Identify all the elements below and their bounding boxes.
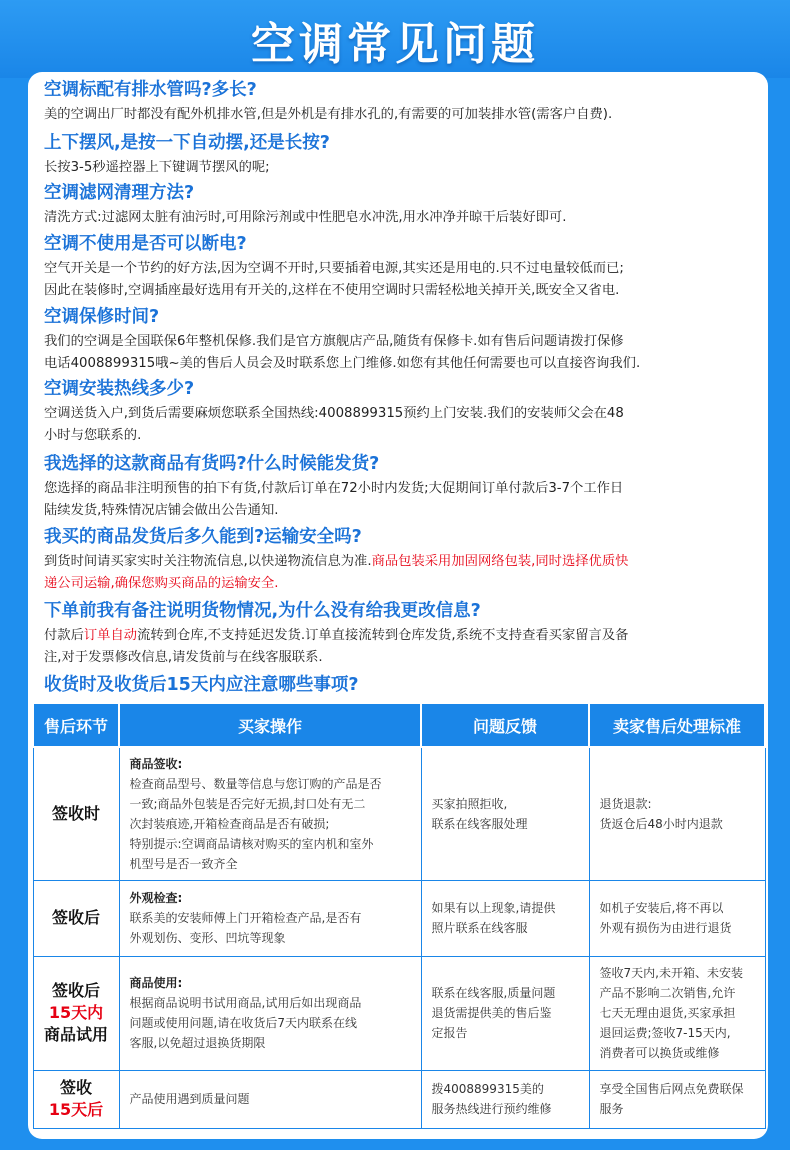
cell-line: 服务热线进行预约维修 (431, 1102, 552, 1116)
cell-line: 退货需提供美的售后鉴 (431, 1006, 552, 1020)
standard-cell (589, 880, 765, 956)
table-row (33, 1070, 765, 1128)
feedback-cell (421, 747, 589, 880)
table-row (33, 880, 765, 956)
cell-line: 联系在线客服处理 (431, 816, 528, 831)
header-banner (0, 0, 790, 78)
table-row (33, 956, 765, 1070)
faq-question: 空调保修时间? (44, 307, 160, 327)
cell-line: 如果有以上现象,请提供 (431, 901, 556, 915)
cell-line: 机型号是否一致齐全 (129, 856, 238, 871)
cell-line: 买家拍照拒收, (431, 796, 508, 811)
faq-item (44, 131, 756, 179)
faq-question: 上下摆风,是按一下自动摆,还是长按? (44, 133, 330, 153)
faq-question: 空调不使用是否可以断电? (44, 234, 247, 254)
header-feedback: 问题反馈 (421, 703, 589, 747)
faq-item (44, 377, 756, 447)
answer-line: 清洗方式:过滤网太脏有油污时,可用除污剂或中性肥皂水冲洗,用水冲净并晾干后装好即可. (44, 210, 567, 225)
stage-label: 签收 (59, 1078, 92, 1097)
faq-item (44, 232, 756, 302)
buyer-action-cell (119, 880, 421, 956)
answer-text: 流转到仓库,不支持延迟发货.订单直接流转到仓库发货,系统不支持查看买家留言及备 (137, 628, 629, 643)
faq-answer (44, 403, 756, 447)
header-stage: 售后环节 (33, 703, 119, 747)
buyer-action-cell (119, 747, 421, 880)
stage-cell (33, 956, 119, 1070)
cell-line: 消费者可以换货或维修 (599, 1046, 720, 1060)
faq-question: 空调标配有排水管吗?多长? (44, 80, 257, 100)
faq-question: 收货时及收货后15天内应注意哪些事项? (44, 675, 359, 695)
faq-answer (44, 207, 756, 229)
stage-highlight: 15天内 (48, 1003, 104, 1022)
faq-item (44, 599, 756, 669)
feedback-cell (421, 956, 589, 1070)
stage-cell: 签收后 (33, 880, 119, 956)
highlight-text: 递公司运输,确保您购买商品的运输安全. (44, 576, 279, 591)
standard-cell (589, 956, 765, 1070)
cell-line: 产品不影响二次销售,允许 (599, 986, 736, 1000)
faq-answer (44, 478, 756, 522)
faq-answer (44, 258, 756, 302)
standard-cell (589, 1070, 765, 1128)
stage-cell: 签收时 (33, 747, 119, 880)
answer-line (44, 625, 756, 647)
cell-line: 退回运费;签收7-15天内, (599, 1026, 731, 1040)
faq-question: 我买的商品发货后多久能到?运输安全吗? (44, 527, 362, 547)
cell-line: 享受全国售后网点免费联保 (599, 1082, 744, 1096)
answer-line (44, 551, 756, 573)
cell-line: 产品使用遇到质量问题 (129, 1092, 250, 1106)
faq-item (44, 673, 756, 697)
faq-item (44, 525, 756, 595)
faq-answer (44, 157, 756, 179)
answer-text: 付款后 (44, 628, 84, 643)
cell-line: 问题或使用问题,请在收货后7天内联系在线 (129, 1016, 357, 1030)
cell-line: 定报告 (431, 1026, 468, 1040)
faq-card (28, 72, 768, 1139)
highlight-text: 商品包装采用加固网络包装,同时选择优质快 (371, 554, 629, 569)
cell-line: 七天无理由退货,买家承担 (599, 1006, 736, 1020)
stage-label: 商品试用 (43, 1025, 108, 1044)
feedback-cell (421, 1070, 589, 1128)
faq-item (44, 78, 756, 126)
answer-line: 小时与您联系的. (44, 428, 142, 443)
stage-cell (33, 1070, 119, 1128)
buyer-action-cell (119, 956, 421, 1070)
page-title: 空调常见问题 (251, 19, 539, 70)
highlight-text: 订单自动 (83, 628, 138, 643)
faq-answer (44, 331, 756, 375)
answer-line: 注,对于发票修改信息,请发货前与在线客服联系. (44, 650, 323, 665)
faq-item (44, 181, 756, 229)
faq-answer (44, 551, 756, 595)
stage-highlight: 15天后 (48, 1100, 104, 1119)
cell-line: 特别提示:空调商品请核对购买的室内机和室外 (129, 836, 374, 851)
feedback-cell (421, 880, 589, 956)
cell-line: 外观有损伤为由进行退货 (599, 921, 732, 935)
standard-cell (589, 747, 765, 880)
stage-label: 签收后 (51, 981, 100, 1000)
cell-line: 检查商品型号、数量等信息与您订购的产品是否 (129, 776, 382, 791)
answer-line: 陆续发货,特殊情况店铺会做出公告通知. (44, 503, 279, 518)
answer-line: 空气开关是一个节约的好方法,因为空调不开时,只要插着电源,其实还是用电的.只不过电量较低而已; (44, 261, 624, 276)
cell-line: 联系在线客服,质量问题 (431, 986, 556, 1000)
faq-question: 空调安装热线多少? (44, 379, 195, 399)
faq-answer (44, 625, 756, 669)
answer-line: 我们的空调是全国联保6年整机保修.我们是官方旗舰店产品,随货有保修卡.如有售后问题请拨打保修 (44, 334, 624, 349)
action-title: 外观检查: (129, 891, 183, 905)
cell-line: 照片联系在线客服 (431, 921, 528, 935)
cell-line: 退货退款: (599, 796, 652, 811)
faq-item (44, 452, 756, 522)
answer-line: 空调送货入户,到货后需要麻烦您联系全国热线:4008899315预约上门安装.我们的安装师父会在48 (44, 406, 624, 421)
header-buyer-action: 买家操作 (119, 703, 421, 747)
cell-line: 外观划伤、变形、凹坑等现象 (129, 931, 286, 945)
faq-question: 下单前我有备注说明货物情况,为什么没有给我更改信息? (44, 601, 481, 621)
faq-answer (44, 104, 756, 126)
cell-line: 如机子安装后,将不再以 (599, 901, 724, 915)
cell-line: 客服,以免超过退换货期限 (129, 1036, 266, 1050)
faq-question: 我选择的这款商品有货吗?什么时候能发货? (44, 454, 380, 474)
cell-line: 次封装痕迹,开箱检查商品是否有破损; (129, 816, 330, 831)
answer-line: 电话4008899315哦~美的售后人员会及时联系您上门维修.如您有其他任何需要也可以直接咨询我们. (44, 356, 641, 371)
cell-line: 货返仓后48小时内退款 (599, 816, 723, 831)
answer-line: 因此在装修时,空调插座最好选用有开关的,这样在不使用空调时只需轻松地关掉开关,既安全又省电. (44, 283, 620, 298)
cell-line: 联系美的安装师傅上门开箱检查产品,是否有 (129, 911, 362, 925)
action-title: 商品签收: (129, 756, 183, 771)
buyer-action-cell (119, 1070, 421, 1128)
table-row (33, 747, 765, 880)
cell-line: 拨4008899315美的 (431, 1082, 544, 1096)
cell-line: 服务 (599, 1102, 624, 1116)
cell-line: 一致;商品外包装是否完好无损,封口处有无二 (129, 796, 366, 811)
cell-line: 签收7天内,未开箱、未安装 (599, 966, 743, 980)
header-seller-standard: 卖家售后处理标准 (589, 703, 765, 747)
answer-line: 长按3-5秒遥控器上下键调节摆风的呢; (44, 160, 270, 175)
answer-text: 到货时间请买家实时关注物流信息,以快递物流信息为准. (44, 554, 372, 569)
action-title: 商品使用: (129, 976, 183, 990)
cell-line: 根据商品说明书试用商品,试用后如出现商品 (129, 996, 362, 1010)
after-sales-table (28, 702, 768, 1139)
faq-item (44, 305, 756, 375)
faq-question: 空调滤网清理方法? (44, 183, 195, 203)
table-header-row (33, 703, 765, 747)
answer-line: 美的空调出厂时都没有配外机排水管,但是外机是有排水孔的,有需要的可加装排水管(需客户自费). (44, 107, 613, 122)
answer-line: 您选择的商品非注明预售的拍下有货,付款后订单在72小时内发货;大促期间订单付款后3-7个工作日 (44, 481, 624, 496)
